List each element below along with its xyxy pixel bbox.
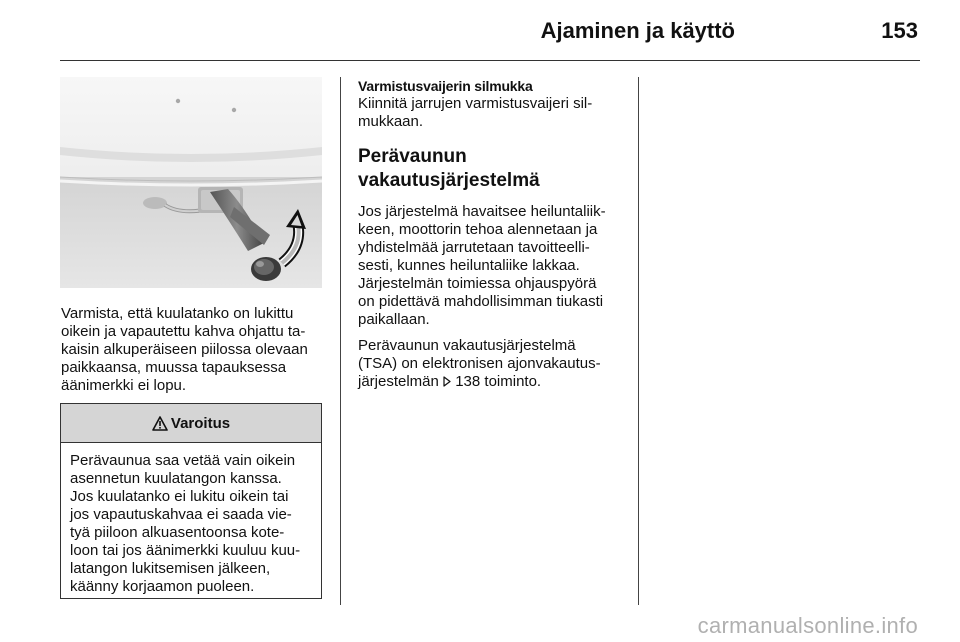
warning-line: Perävaunua saa vetää vain oikein xyxy=(70,452,296,469)
text-line: paikallaan. xyxy=(358,311,430,328)
tsa-paragraph xyxy=(358,337,628,391)
warning-box xyxy=(60,403,322,599)
warning-line: käänny korjaamon puoleen. xyxy=(70,578,255,595)
warning-line: asennetun kuulatangon kanssa. xyxy=(70,470,282,487)
tsa-page-link[interactable]: 138 toiminto. xyxy=(455,373,542,390)
text-line: on pidettävä mahdollisimman tiukasti xyxy=(358,293,604,310)
warning-line: latangon lukitsemisen jälkeen, xyxy=(70,560,271,577)
warning-triangle-icon xyxy=(152,416,168,431)
warning-text xyxy=(61,443,321,596)
right-column xyxy=(358,77,628,391)
text-line: Jos järjestelmä havaitsee heiluntaliik- xyxy=(358,203,606,220)
page-header-title: Ajaminen ja käyttö xyxy=(540,18,735,43)
tow-bar-photo xyxy=(60,77,322,288)
header-rule xyxy=(60,60,920,61)
tsa-text-prefix: järjestelmän xyxy=(358,373,439,390)
page-number: 153 xyxy=(881,18,918,43)
text-line: keen, moottorin tehoa alennetaan ja xyxy=(358,221,598,238)
text-line: Kiinnitä jarrujen varmistusvaijeri sil- xyxy=(358,95,593,112)
figure-caption: Varmista, että kuulatanko on lukittu oikein ja vapautettu kahva ohjattu ta-kaisin alkuperäiseen piilossa olevaan paikkaansa, muussa tapauksessa äänimerkki ei lopu. xyxy=(61,305,308,394)
trailer-stability-paragraph xyxy=(358,203,628,329)
trailer-stability-heading xyxy=(358,145,628,193)
text-line: yhdistelmää jarrutetaan tavoitteelli- xyxy=(358,239,590,256)
warning-line: loon tai jos äänimerkki kuuluu kuu- xyxy=(70,542,301,559)
text-line: Järjestelmän toimiessa ohjauspyörä xyxy=(358,275,597,292)
warning-title: Varoitus xyxy=(170,414,231,432)
warning-line: jos vapautuskahvaa ei saada vie- xyxy=(70,506,292,523)
text-line: (TSA) on elektronisen ajonvakautus- xyxy=(358,355,601,372)
safety-cable-paragraph xyxy=(358,95,628,131)
page-reference-icon[interactable] xyxy=(443,376,451,387)
warning-header xyxy=(61,404,321,443)
safety-cable-heading: Varmistusvaijerin silmukka xyxy=(358,78,533,94)
text-line: sesti, kunnes heiluntaliike lakkaa. xyxy=(358,257,580,274)
heading-line: vakautusjärjestelmä xyxy=(358,170,540,191)
text-line: Perävaunun vakautusjärjestelmä xyxy=(358,337,576,354)
column-divider-2 xyxy=(638,77,639,605)
warning-line: Jos kuulatanko ei lukitu oikein tai xyxy=(70,488,289,505)
heading-line: Perävaunun xyxy=(358,146,467,167)
text-line xyxy=(358,373,628,391)
watermark-text: carmanualsonline.info xyxy=(697,613,918,638)
warning-line: tyä piiloon alkuasentoonsa kote- xyxy=(70,524,285,541)
column-divider-1 xyxy=(340,77,341,605)
text-line: mukkaan. xyxy=(358,113,424,130)
